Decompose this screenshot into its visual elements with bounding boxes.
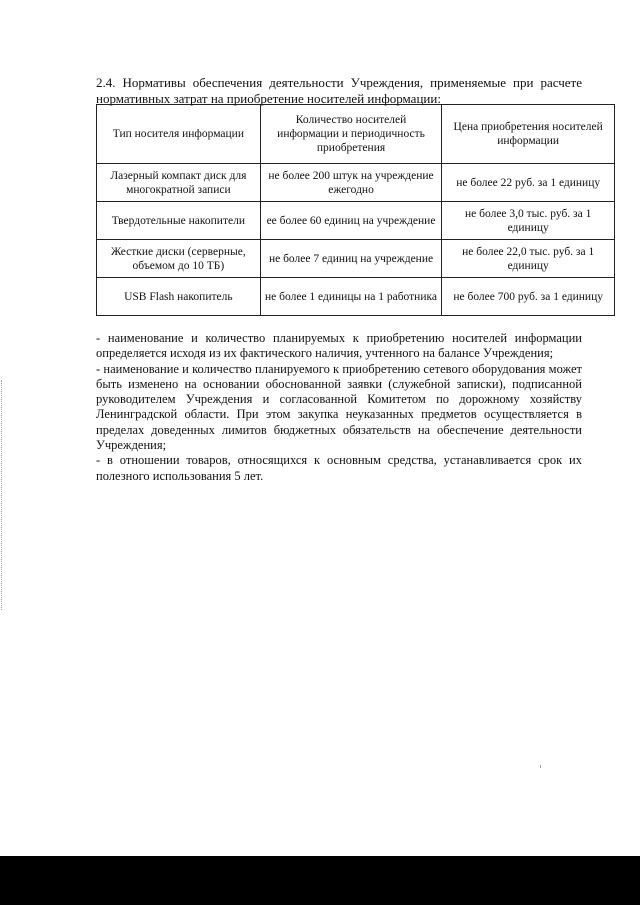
cell-quantity: не более 200 штук на учреждение ежегодно [260, 164, 442, 202]
header-quantity: Количество носителей информации и периодичность приобретения [260, 105, 442, 164]
cell-media-type: USB Flash накопитель [97, 278, 261, 316]
note-paragraph: - наименование и количество планируемого к приобретению сетевого оборудования может быть изменено на основании обоснованной заявки (служебной записки), подписанной руководителем Учреждения и согласованной Комитетом по дорожному хозяйству Ленинградской области. При этом закупка неуказанных предметов осуществляется в пределах доведенных лимитов бюджетных обязательств на обеспечение деятельности Учреждения; [96, 361, 582, 453]
table-row [97, 240, 615, 278]
table-row [97, 278, 615, 316]
notes-block [96, 331, 582, 484]
cell-quantity: не более 7 единиц на учреждение [260, 240, 442, 278]
cell-price: не более 3,0 тыс. руб. за 1 единицу [442, 202, 615, 240]
cell-price: не более 22,0 тыс. руб. за 1 единицу [442, 240, 615, 278]
header-price: Цена приобретения носителей информации [442, 105, 615, 164]
scan-bottom-band [0, 856, 640, 905]
scan-edge-marks [1, 380, 4, 610]
cell-quantity: ее более 60 единиц на учреждение [260, 202, 442, 240]
table-row [97, 202, 615, 240]
cell-media-type: Лазерный компакт диск для многократной записи [97, 164, 261, 202]
cell-quantity: не более 1 единицы на 1 работника [260, 278, 442, 316]
media-norms-table [96, 104, 615, 316]
table-row [97, 164, 615, 202]
cell-price: не более 700 руб. за 1 единицу [442, 278, 615, 316]
header-media-type: Тип носителя информации [97, 105, 261, 164]
scan-speck [540, 765, 541, 768]
cell-media-type: Твердотельные накопители [97, 202, 261, 240]
note-paragraph: - в отношении товаров, относящихся к основным средства, устанавливается срок их полезного использования 5 лет. [96, 453, 582, 483]
note-paragraph: - наименование и количество планируемых к приобретению носителей информации определяется исходя из их фактического наличия, учтенного на балансе Учреждения; [96, 331, 582, 361]
section-heading: 2.4. Нормативы обеспечения деятельности Учреждения, применяемые при расчете нормативных затрат на приобретение носителей информации: [96, 75, 582, 106]
table-header-row [97, 105, 615, 164]
cell-price: не более 22 руб. за 1 единицу [442, 164, 615, 202]
cell-media-type: Жесткие диски (серверные, объемом до 10 ТБ) [97, 240, 261, 278]
